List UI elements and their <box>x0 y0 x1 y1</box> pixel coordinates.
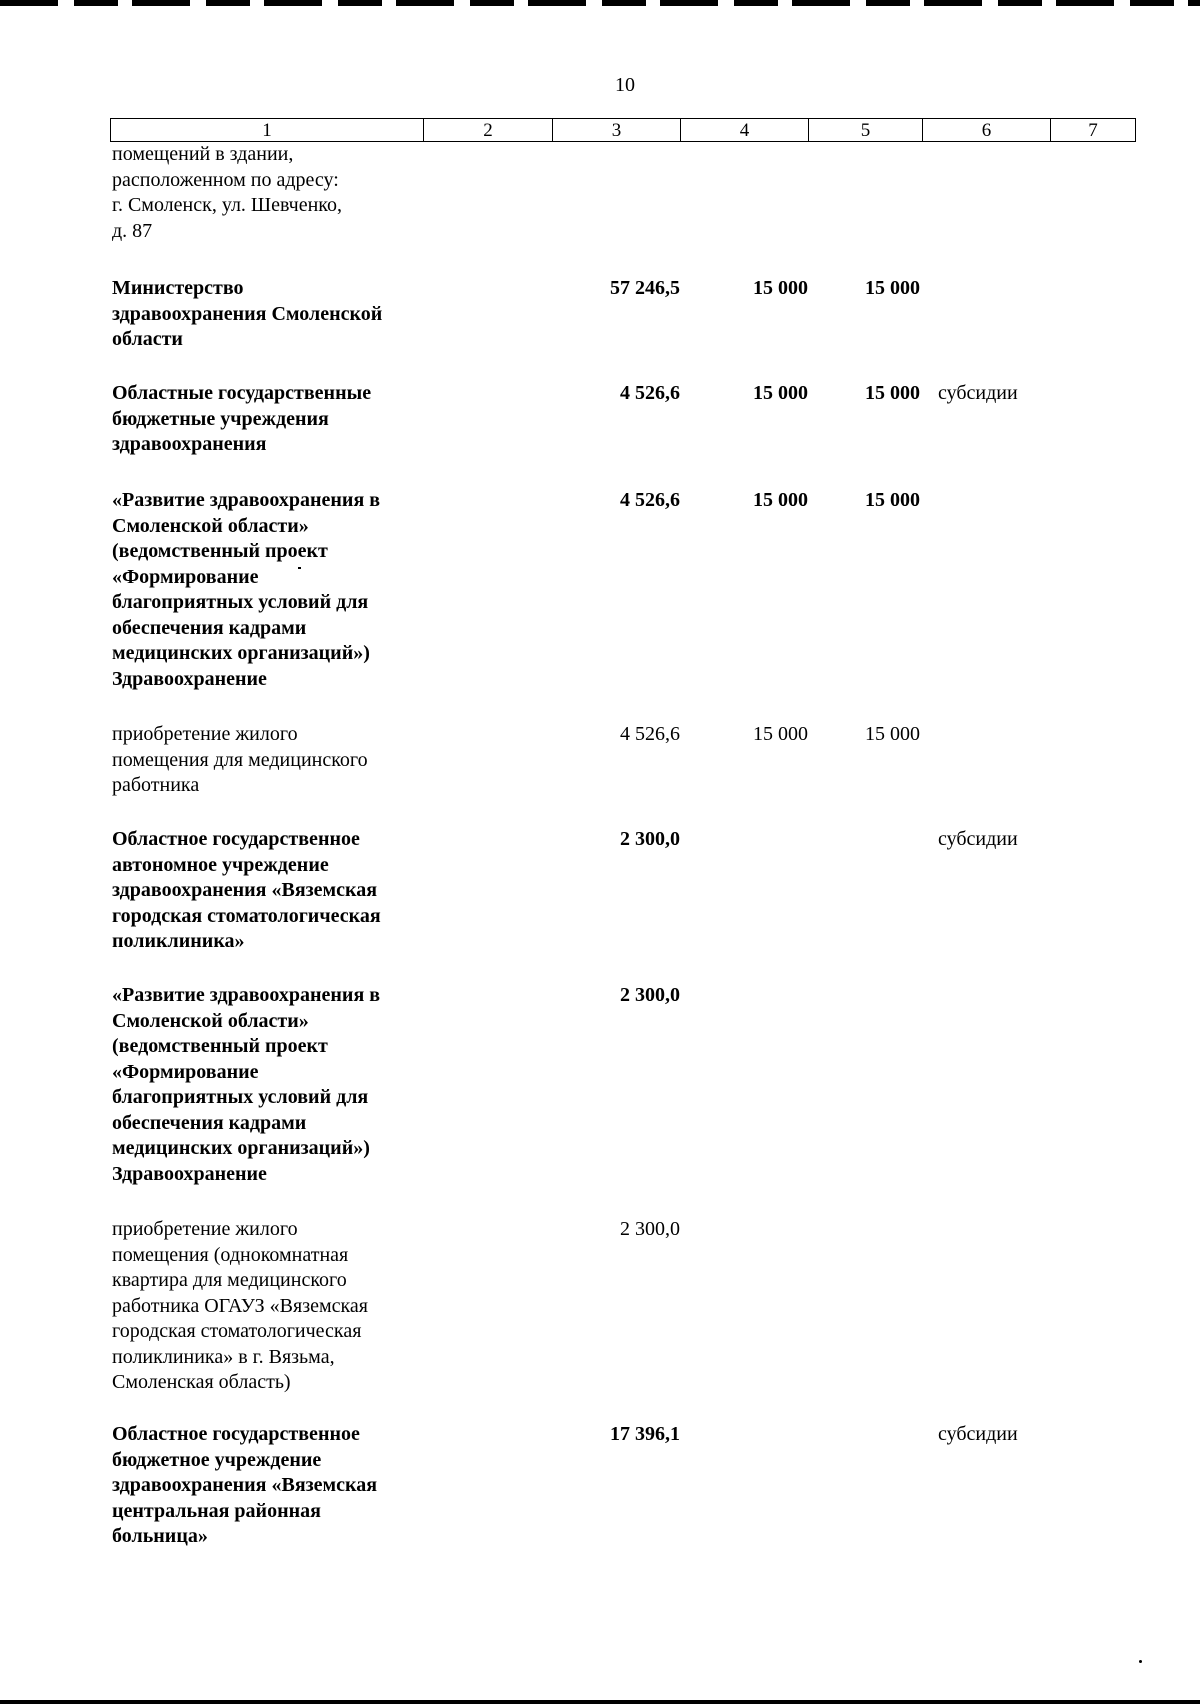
row-value-col4: 15 000 <box>753 382 808 404</box>
table-row <box>112 827 432 955</box>
scan-artifact-bottom <box>0 1700 1200 1704</box>
table-row <box>112 381 432 458</box>
row-label: «Развитие здравоохранения в Смоленской области» (ведомственный проект «Формирование благоприятных условий для обеспечения кадрами медицинских организаций») Здравоохранение <box>112 984 381 1185</box>
row-label: приобретение жилого помещения (однокомнатная квартира для медицинского работника ОГАУЗ «Вяземская городская стоматологическая поликлиника» в г. Вязьма, Смоленская область) <box>112 1218 368 1393</box>
scan-artifact-top <box>0 0 1200 6</box>
header-col-1: 1 <box>111 119 424 142</box>
scan-dot <box>1139 1660 1142 1663</box>
row-value-col4: 15 000 <box>753 489 808 511</box>
table-row <box>112 1217 432 1396</box>
row-value-col6: субсидии <box>938 382 1018 404</box>
header-col-4: 4 <box>681 119 809 142</box>
row-label: «Развитие здравоохранения в Смоленской области» (ведомственный проект «Формирование благоприятных условий для обеспечения кадрами медицинских организаций») Здравоохранение <box>112 489 381 690</box>
row-value-col5: 15 000 <box>865 277 920 299</box>
table-row <box>112 983 432 1187</box>
row-label: Областное государственное автономное учреждение здравоохранения «Вяземская городская стоматологическая поликлиника» <box>112 828 381 952</box>
row-value-col5: 15 000 <box>865 382 920 404</box>
table-row <box>112 142 432 244</box>
row-value-col3: 4 526,6 <box>620 489 680 511</box>
table-row <box>112 276 432 353</box>
table-row <box>112 722 432 799</box>
table-row <box>112 488 432 692</box>
row-label: Областные государственные бюджетные учреждения здравоохранения <box>112 382 372 455</box>
page-number: 10 <box>615 74 635 96</box>
table-row <box>112 1422 432 1550</box>
row-value-col3: 2 300,0 <box>620 984 680 1006</box>
header-col-3: 3 <box>553 119 681 142</box>
header-col-2: 2 <box>424 119 553 142</box>
row-value-col3: 4 526,6 <box>620 723 680 745</box>
row-value-col5: 15 000 <box>865 489 920 511</box>
header-col-7: 7 <box>1051 119 1136 142</box>
row-value-col3: 17 396,1 <box>610 1423 680 1445</box>
row-value-col3: 57 246,5 <box>610 277 680 299</box>
row-value-col5: 15 000 <box>865 723 920 745</box>
row-label: Областное государственное бюджетное учреждение здравоохранения «Вяземская центральная районная больница» <box>112 1423 378 1547</box>
row-value-col3: 2 300,0 <box>620 1218 680 1240</box>
header-col-6: 6 <box>923 119 1051 142</box>
row-value-col4: 15 000 <box>753 723 808 745</box>
row-value-col4: 15 000 <box>753 277 808 299</box>
row-value-col3: 4 526,6 <box>620 382 680 404</box>
row-label: помещений в здании, расположенном по адресу: г. Смоленск, ул. Шевченко, д. 87 <box>112 143 343 242</box>
row-value-col6: субсидии <box>938 1423 1018 1445</box>
row-value-col6: субсидии <box>938 828 1018 850</box>
scan-speck <box>298 567 301 569</box>
row-value-col3: 2 300,0 <box>620 828 680 850</box>
header-col-5: 5 <box>809 119 923 142</box>
row-label: Министерство здравоохранения Смоленской области <box>112 277 383 350</box>
row-label: приобретение жилого помещения для медицинского работника <box>112 723 368 796</box>
column-number-header <box>110 118 1136 142</box>
